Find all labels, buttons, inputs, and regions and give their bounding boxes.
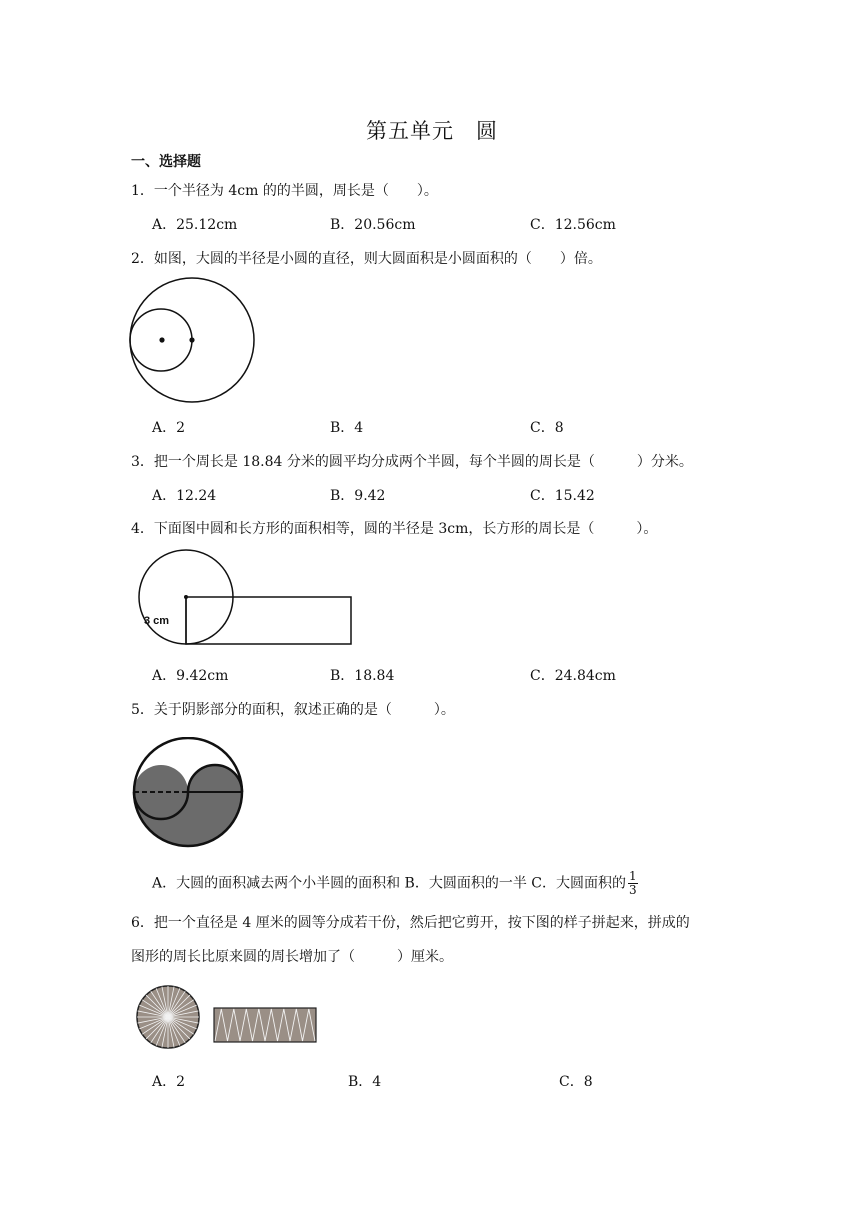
question-5-options-text: A．大圆的面积减去两个小半圆的面积和 B．大圆面积的一半 C．大圆面积的 <box>152 875 627 892</box>
question-1-option-a: A．25.12cm <box>152 217 238 233</box>
large-circle-center-dot <box>189 337 194 342</box>
question-3-text: 3．把一个周长是 18.84 分米的圆平均分成两个半圆，每个半圆的周长是（ ）分米。 <box>131 454 693 470</box>
question-5-text: 5．关于阴影部分的面积，叙述正确的是（ ）。 <box>131 702 455 718</box>
question-6-text-line-1: 6．把一个直径是 4 厘米的圆等分成若干份，然后把它剪开，按下图的样子拼起来，拼成的 <box>131 915 690 931</box>
question-3-option-b: B．9.42 <box>330 488 386 504</box>
question-4-figure-circle-rectangle <box>134 548 356 650</box>
question-6-option-a: A．2 <box>152 1074 186 1090</box>
question-2-option-a: A．2 <box>152 420 186 436</box>
question-2-option-c: C．8 <box>530 420 564 436</box>
question-4-option-c: C．24.84cm <box>530 668 616 684</box>
question-6-figure-divided-circle <box>134 984 202 1050</box>
question-6-text-line-2: 图形的周长比原来圆的周长增加了（ ）厘米。 <box>131 949 453 965</box>
question-6-option-c: C．8 <box>559 1074 593 1090</box>
question-4-text: 4．下面图中圆和长方形的面积相等，圆的半径是 3cm，长方形的周长是（ ）。 <box>131 521 658 537</box>
question-6-figure-rearranged-rectangle <box>212 1006 320 1044</box>
question-3-option-a: A．12.24 <box>152 488 217 504</box>
question-1-option-b: B．20.56cm <box>330 217 416 233</box>
question-5-figure-shaded-circle <box>130 737 246 851</box>
question-3-option-c: C．15.42 <box>530 488 595 504</box>
section-heading: 一、选择题 <box>131 154 201 170</box>
fraction-denominator: 3 <box>629 883 637 897</box>
small-circle-center-dot <box>159 337 164 342</box>
circle-center-dot <box>184 595 188 599</box>
rearranged-rectangle <box>214 1008 316 1042</box>
shaded-upper-small-semicircle <box>188 765 242 792</box>
question-6-option-b: B．4 <box>348 1074 382 1090</box>
question-2-option-b: B．4 <box>330 420 364 436</box>
page-title: 第五单元 圆 <box>366 119 498 143</box>
radius-label: 3 cm <box>144 615 170 627</box>
fraction-numerator: 1 <box>629 869 637 883</box>
question-2-figure-circles <box>126 276 258 406</box>
question-1-option-c: C．12.56cm <box>530 217 616 233</box>
question-4-option-b: B．18.84 <box>330 668 395 684</box>
question-2-text: 2．如图，大圆的半径是小圆的直径，则大圆面积是小圆面积的（ ）倍。 <box>131 251 602 267</box>
one-third-fraction <box>628 870 638 897</box>
question-1-text: 1．一个半径为 4cm 的的半圆，周长是（ ）。 <box>131 183 438 199</box>
question-5-options-line <box>152 870 638 897</box>
question-4-option-a: A．9.42cm <box>152 668 229 684</box>
